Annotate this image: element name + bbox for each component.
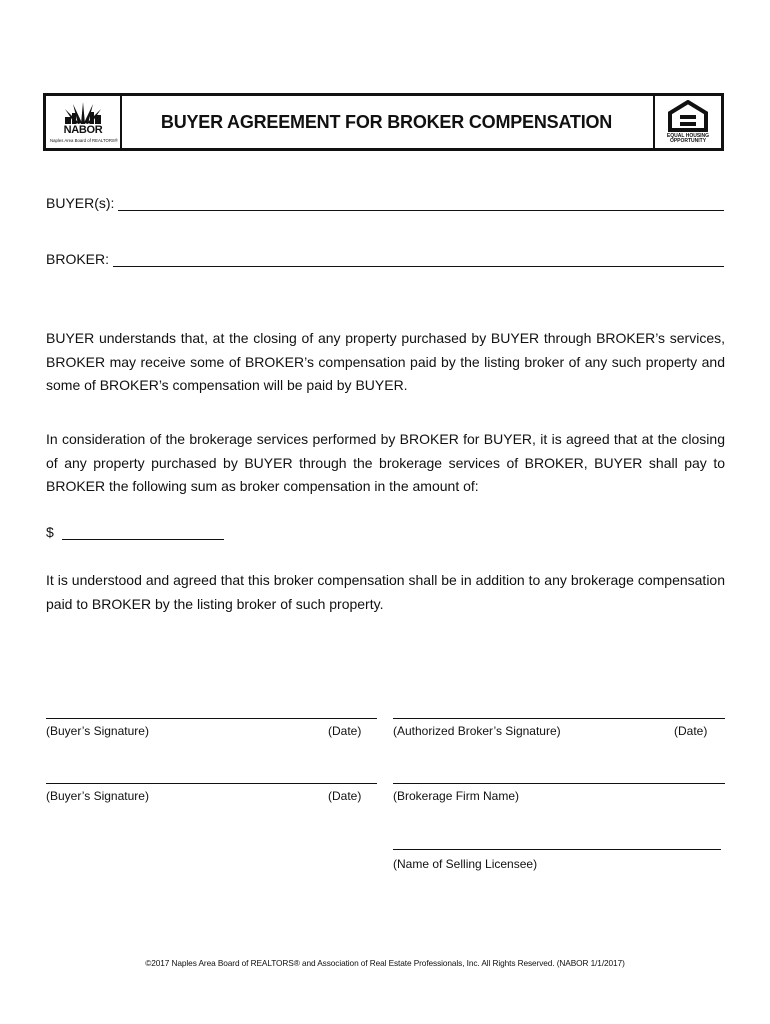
equal-housing-logo	[653, 96, 721, 148]
selling-licensee-line[interactable]	[393, 849, 721, 850]
date-label-2: (Date)	[328, 789, 362, 803]
authorized-broker-signature-label: (Authorized Broker’s Signature)	[393, 724, 561, 738]
logo-name: NABOR	[63, 124, 103, 136]
footer-copyright: ©2017 Naples Area Board of REALTORS® and Association of Real Estate Professionals, Inc. All Rights Reserved. (NABOR 1/1/2017)	[145, 958, 625, 968]
buyer-signature-label-1: (Buyer’s Signature)	[46, 724, 149, 738]
amount-field[interactable]	[46, 524, 224, 540]
currency-symbol: $	[46, 524, 54, 540]
buyer-signature-line-1[interactable]	[46, 718, 377, 719]
brokerage-firm-line[interactable]	[393, 783, 725, 784]
page-title: BUYER AGREEMENT FOR BROKER COMPENSATION	[160, 111, 613, 132]
brokerage-firm-label: (Brokerage Firm Name)	[393, 789, 520, 803]
nabor-logo	[46, 96, 122, 148]
broker-input-line[interactable]	[113, 254, 724, 267]
equal-housing-text	[655, 134, 721, 144]
broker-label: BROKER:	[46, 251, 110, 267]
buyers-label: BUYER(s):	[46, 195, 115, 211]
date-label-1: (Date)	[328, 724, 362, 738]
buyer-signature-label-2: (Buyer’s Signature)	[46, 789, 149, 803]
buyers-field[interactable]	[46, 195, 724, 211]
logo-subtitle: Naples Area Board of REALTORS®	[50, 138, 118, 143]
equal-housing-icon	[666, 100, 710, 132]
amount-input-line[interactable]	[62, 527, 224, 540]
broker-field[interactable]	[46, 251, 724, 267]
nabor-sunburst-icon	[59, 98, 107, 125]
date-label-broker: (Date)	[674, 724, 708, 738]
selling-licensee-label: (Name of Selling Licensee)	[393, 857, 538, 871]
buyer-signature-line-2[interactable]	[46, 783, 377, 784]
paragraph-consideration: In consideration of the brokerage services performed by BROKER for BUYER, it is agreed that at the closing of any property purchased by BUYER through the brokerage services of BROKER, BUYER shall pay to BROKER the following sum as broker compensation in the amount of:	[46, 431, 725, 494]
broker-signature-line[interactable]	[393, 718, 725, 719]
paragraph-understood: It is understood and agreed that this broker compensation shall be in addition to any brokerage compensation paid to BROKER by the listing broker of such property.	[46, 572, 725, 612]
paragraph-buyer-understands: BUYER understands that, at the closing of any property purchased by BUYER through BROKER’s services, BROKER may receive some of BROKER’s compensation paid by the listing broker of any such property and some of BROKER’s compensation will be paid by BUYER.	[46, 330, 725, 393]
equal-housing-line2: OPPORTUNITY	[669, 138, 707, 144]
buyers-input-line[interactable]	[118, 198, 724, 211]
equal-housing-line1: EQUAL HOUSING	[666, 133, 710, 139]
form-header	[43, 93, 724, 151]
